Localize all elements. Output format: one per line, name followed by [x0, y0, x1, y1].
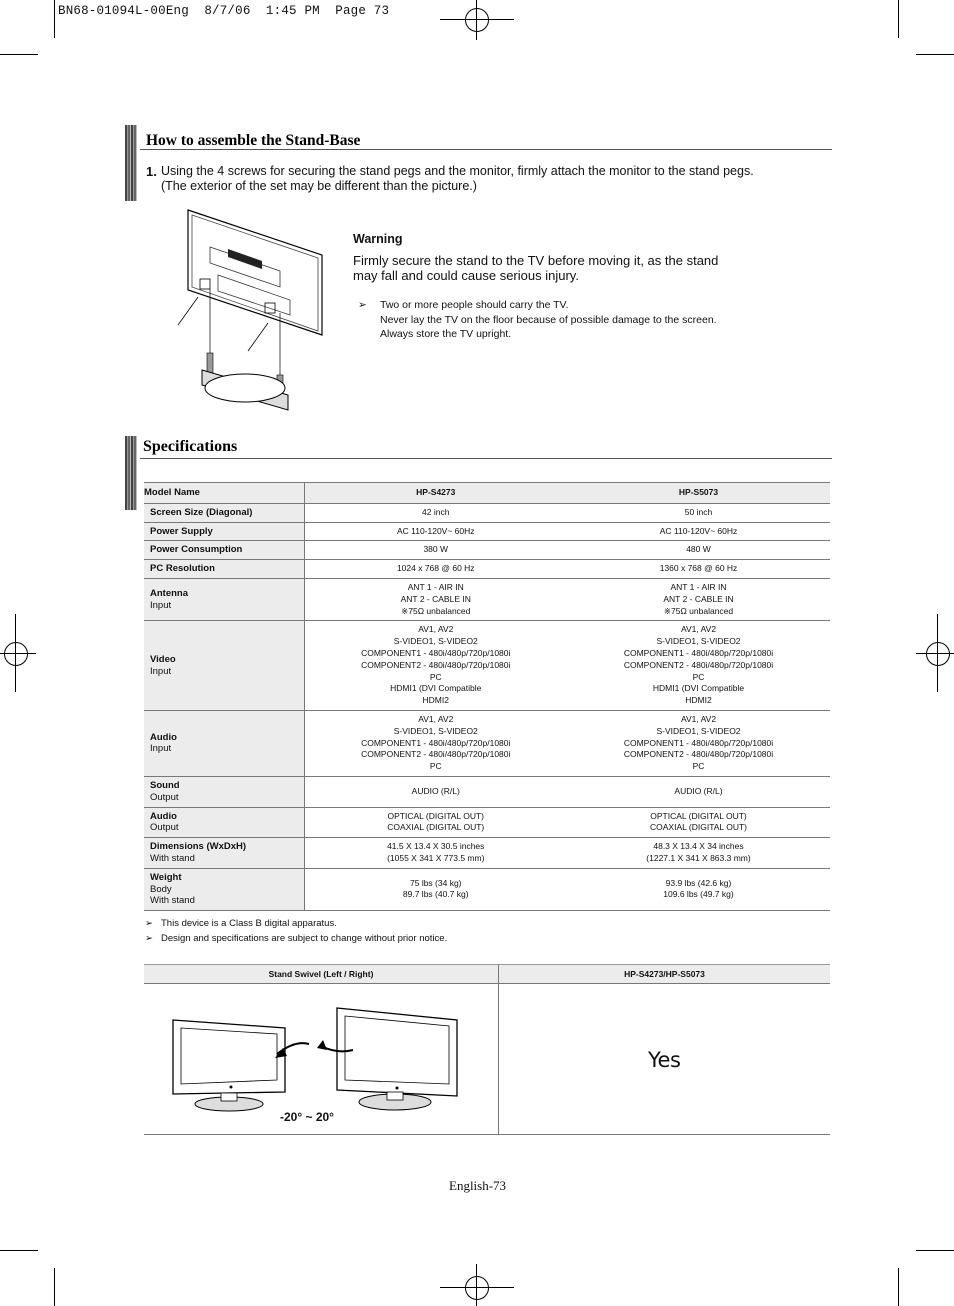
swivel-illustration: [165, 1000, 465, 1118]
step-text-line2: (The exterior of the set may be different than the picture.): [161, 179, 477, 193]
row-label-title: Antenna: [150, 587, 188, 599]
cell-line: ANT 2 - CABLE IN: [400, 593, 471, 604]
row-label: [144, 807, 304, 838]
cell-line: S-VIDEO1, S-VIDEO2: [393, 725, 478, 736]
row-label-title: Power Consumption: [150, 544, 243, 556]
swivel-header-label: Stand Swivel (Left / Right): [144, 965, 499, 983]
note-line: Never lay the TV on the floor because of possible damage to the screen.: [380, 313, 717, 326]
cell-line: ANT 2 - CABLE IN: [663, 593, 734, 604]
cell-line: ※75Ω unbalanced: [663, 605, 734, 616]
cell-line: 41.5 X 13.4 X 30.5 inches: [387, 841, 485, 852]
print-slug: BN68-01094L-00Eng 8/7/06 1:45 PM Page 73: [58, 4, 390, 18]
row-label-sub: Input: [150, 665, 172, 677]
cell-line: S-VIDEO1, S-VIDEO2: [656, 636, 741, 647]
specifications-table: [144, 482, 830, 911]
cell-line: 48.3 X 13.4 X 34 inches: [653, 841, 744, 852]
step-number: 1.: [146, 164, 157, 179]
row-label: [144, 578, 304, 620]
cell-line: HDMI2: [422, 695, 449, 706]
cell-col1: [304, 541, 567, 560]
cell-col1: [304, 838, 567, 869]
section-rule: [140, 149, 832, 150]
row-label-sub: Input: [150, 599, 172, 611]
cell-line: 1024 x 768 @ 60 Hz: [396, 563, 475, 574]
table-row: [144, 621, 830, 711]
cell-line: COMPONENT2 - 480i/480p/720p/1080i: [623, 659, 774, 670]
row-label-title: Screen Size (Diagonal): [150, 506, 253, 518]
row-label: [144, 710, 304, 776]
column-divider: [498, 983, 499, 1135]
spec-note-text: Design and specifications are subject to change without prior notice.: [161, 933, 448, 944]
spec-note-text: This device is a Class B digital apparatus.: [161, 918, 337, 929]
table-header-row: [144, 483, 830, 504]
cell-line: 109.6 lbs (49.7 kg): [663, 889, 734, 900]
table-row: [144, 522, 830, 541]
cell-line: ※75Ω unbalanced: [401, 605, 471, 616]
header-model-1: HP-S4273: [304, 483, 567, 504]
swivel-value: Yes: [648, 1048, 681, 1072]
cell-col2: [567, 868, 830, 910]
cell-line: (1227.1 X 341 X 863.3 mm): [646, 852, 751, 863]
table-row: [144, 710, 830, 776]
cell-col2: [567, 776, 830, 807]
cell-col2: [567, 578, 830, 620]
note-arrow-icon: ➢: [145, 933, 153, 944]
table-row: [144, 807, 830, 838]
table-row: [144, 503, 830, 522]
row-label-title: Dimensions (WxDxH): [150, 841, 247, 853]
cell-line: OPTICAL (DIGITAL OUT): [650, 810, 747, 821]
cell-col1: [304, 868, 567, 910]
cell-line: 380 W: [423, 544, 449, 555]
cell-col2: [567, 710, 830, 776]
assemble-title: How to assemble the Stand-Base: [146, 132, 361, 149]
cell-line: AC 110-120V~ 60Hz: [659, 525, 738, 536]
cell-line: COAXIAL (DIGITAL OUT): [650, 822, 747, 833]
row-label: [144, 560, 304, 579]
table-row: [144, 578, 830, 620]
note-line: Always store the TV upright.: [380, 328, 512, 340]
cell-col2: [567, 522, 830, 541]
spec-note: [145, 916, 447, 931]
cell-line: PC: [692, 671, 705, 682]
cell-line: 75 lbs (34 kg): [410, 877, 462, 888]
row-label-sub: Output: [150, 791, 179, 803]
table-row: [144, 776, 830, 807]
cell-line: S-VIDEO1, S-VIDEO2: [393, 636, 478, 647]
cell-line: ANT 1 - AIR IN: [670, 581, 727, 592]
cell-line: OPTICAL (DIGITAL OUT): [387, 810, 484, 821]
cell-col1: [304, 710, 567, 776]
cell-col2: [567, 838, 830, 869]
cell-col1: [304, 621, 567, 711]
row-label: [144, 776, 304, 807]
section-bar: [125, 436, 137, 510]
cell-line: COMPONENT1 - 480i/480p/720p/1080i: [623, 647, 774, 658]
note-arrow-icon: ➢: [358, 299, 367, 311]
cell-line: COAXIAL (DIGITAL OUT): [387, 822, 485, 833]
row-label-sub: Body: [150, 883, 172, 895]
cell-line: AV1, AV2: [418, 713, 454, 724]
row-label-title: Audio: [150, 731, 177, 743]
row-label: [144, 838, 304, 869]
row-label: [144, 503, 304, 522]
table-row: [144, 868, 830, 910]
row-label-title: Sound: [150, 779, 180, 791]
tv-stand-assembly-illustration: [170, 205, 330, 415]
step-1: [146, 164, 806, 194]
cell-col1: [304, 578, 567, 620]
cell-line: AUDIO (R/L): [411, 785, 460, 796]
cell-line: ANT 1 - AIR IN: [407, 581, 464, 592]
row-label-title: Audio: [150, 810, 177, 822]
cell-line: 89.7 lbs (40.7 kg): [402, 889, 469, 900]
cell-line: PC: [429, 671, 442, 682]
cell-line: HDMI2: [685, 695, 712, 706]
spec-notes: [145, 916, 447, 946]
table-row: [144, 541, 830, 560]
cell-col2: [567, 541, 830, 560]
cell-line: (1055 X 341 X 773.5 mm): [387, 852, 485, 863]
cell-col1: [304, 503, 567, 522]
cell-line: AC 110-120V~ 60Hz: [396, 525, 475, 536]
row-label-title: Power Supply: [150, 525, 213, 537]
swivel-table-header: [144, 964, 830, 984]
swivel-header-models: HP-S4273/HP-S5073: [624, 969, 705, 979]
table-row: [144, 560, 830, 579]
cell-col1: [304, 776, 567, 807]
row-label-sub: Output: [150, 822, 179, 834]
cell-line: 480 W: [686, 544, 711, 555]
row-label-title: Video: [150, 653, 176, 665]
swivel-angle: -20° ~ 20°: [280, 1110, 334, 1124]
cell-line: COMPONENT2 - 480i/480p/720p/1080i: [623, 749, 774, 760]
row-label: [144, 522, 304, 541]
cell-line: 42 inch: [422, 506, 450, 517]
step-text-line1: Using the 4 screws for securing the stand pegs and the monitor, firmly attach the monitor to the stand pegs.: [161, 164, 754, 178]
row-label: [144, 621, 304, 711]
row-label: [144, 541, 304, 560]
section-rule: [140, 458, 832, 459]
cell-line: 50 inch: [684, 506, 713, 517]
note-line: Two or more people should carry the TV.: [380, 299, 569, 311]
note-arrow-icon: ➢: [145, 918, 153, 929]
cell-line: AV1, AV2: [680, 713, 717, 724]
cell-line: AV1, AV2: [418, 624, 454, 635]
cell-line: PC: [429, 761, 442, 772]
cell-line: HDMI1 (DVI Compatible: [652, 683, 745, 694]
cell-line: COMPONENT1 - 480i/480p/720p/1080i: [361, 647, 511, 658]
row-label-sub: With stand: [150, 895, 195, 907]
cell-col2: [567, 621, 830, 711]
table-row: [144, 838, 830, 869]
carry-note: [358, 298, 778, 342]
spec-note: [145, 931, 447, 946]
row-label: [144, 868, 304, 910]
header-model-2: HP-S5073: [567, 483, 830, 504]
cell-line: COMPONENT1 - 480i/480p/720p/1080i: [361, 737, 511, 748]
cell-line: COMPONENT2 - 480i/480p/720p/1080i: [361, 749, 511, 760]
header-label: Model Name: [144, 483, 304, 504]
cell-col2: [567, 503, 830, 522]
cell-line: HDMI1 (DVI Compatible: [390, 683, 482, 694]
cell-line: 93.9 lbs (42.6 kg): [665, 877, 732, 888]
cell-line: PC: [692, 761, 705, 772]
cell-line: AV1, AV2: [680, 624, 717, 635]
cell-col1: [304, 560, 567, 579]
row-label-title: PC Resolution: [150, 563, 215, 575]
cell-line: COMPONENT1 - 480i/480p/720p/1080i: [623, 737, 774, 748]
specifications-title: Specifications: [143, 438, 238, 455]
cell-col2: [567, 560, 830, 579]
cell-col2: [567, 807, 830, 838]
row-label-sub: With stand: [150, 852, 195, 864]
section-bar: [125, 125, 137, 201]
cell-line: COMPONENT2 - 480i/480p/720p/1080i: [361, 659, 511, 670]
warning-text: Firmly secure the stand to the TV before moving it, as the stand may fall and could cause serious injury.: [353, 253, 719, 283]
page-footer: English-73: [449, 1178, 507, 1193]
cell-line: AUDIO (R/L): [674, 785, 723, 796]
row-label-title: Weight: [150, 871, 182, 883]
row-label-sub: Input: [150, 743, 172, 755]
cell-col1: [304, 807, 567, 838]
cell-col1: [304, 522, 567, 541]
cell-line: S-VIDEO1, S-VIDEO2: [656, 725, 741, 736]
warning-title: Warning: [353, 232, 403, 246]
cell-line: 1360 x 768 @ 60 Hz: [659, 563, 738, 574]
